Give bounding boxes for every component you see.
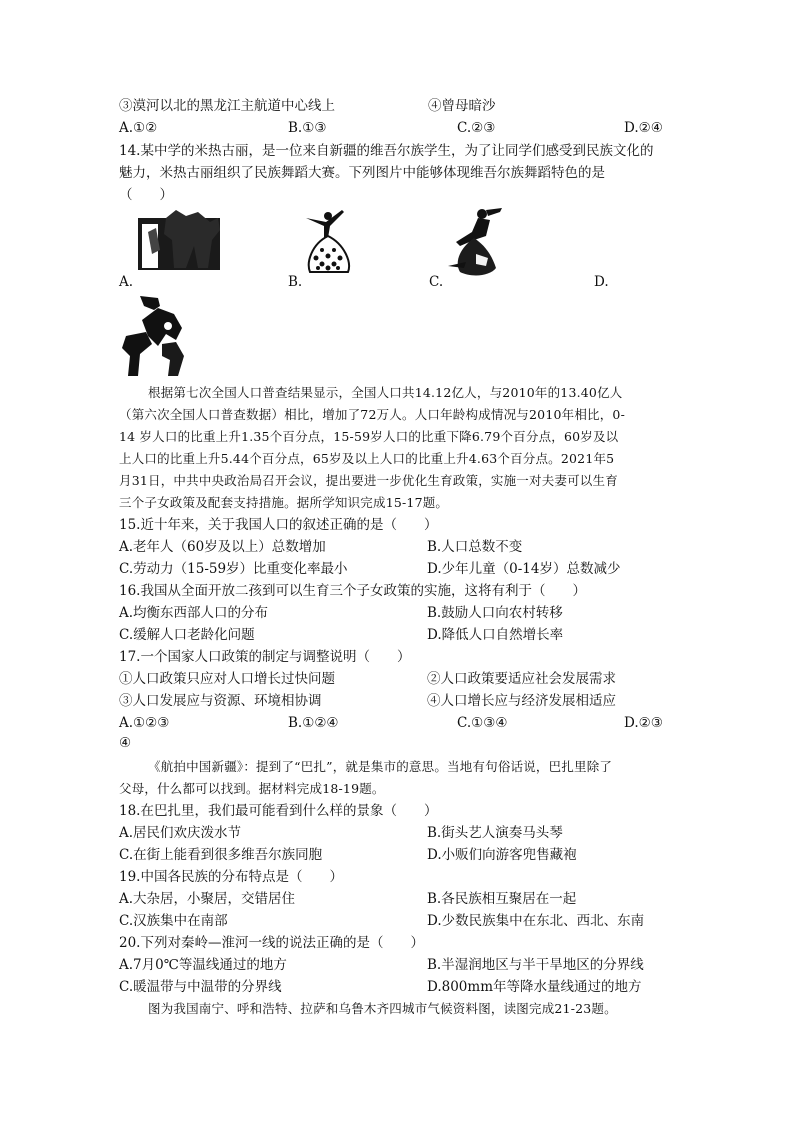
q16-option-c: C.缓解人口老龄化问题 (119, 627, 255, 643)
passage2-line-1: 《航拍中国新疆》：提到了“巴扎”，就是集市的意思。当地有句俗话说，巴扎里除了 (148, 759, 613, 774)
q18-stem: 18.在巴扎里，我们最可能看到什么样的景象（ ） (119, 803, 438, 819)
q19-option-d: D.少数民族集中在东北、西北、东南 (427, 913, 645, 929)
passage1-line-4: 上人口的比重上升5.44个百分点，65岁及以上人口的比重上升4.63个百分点。2021年5 (119, 451, 615, 466)
q17-item-1: ①人口政策只应对人口增长过快问题 (119, 671, 335, 687)
q13-option-b: B.①③ (288, 120, 327, 136)
q13-option-c: C.②③ (457, 120, 496, 136)
q13-option-a: A.①② (119, 120, 158, 136)
passage2-line-2: 父母，什么都可以找到。据材料完成18-19题。 (119, 781, 385, 796)
q16-option-b: B.鼓励人口向农村转移 (427, 605, 563, 621)
q19-stem: 19.中国各民族的分布特点是（ ） (119, 869, 343, 885)
q20-stem: 20.下列对秦岭—淮河一线的说法正确的是（ ） (119, 935, 424, 951)
q19-option-b: B.各民族相互聚居在一起 (427, 891, 577, 907)
q18-option-c: C.在街上能看到很多维吾尔族同胞 (119, 847, 323, 863)
q17-option-c: C.①③④ (457, 715, 508, 731)
q14-option-b: B. (288, 274, 303, 290)
dance-image-d (118, 296, 194, 378)
q14-option-d: D. (594, 274, 609, 290)
q14-option-c: C. (429, 274, 444, 290)
dance-image-a (138, 210, 220, 270)
dance-image-b (302, 208, 356, 274)
q20-option-b: B.半湿润地区与半干旱地区的分界线 (427, 957, 644, 973)
q15-option-b: B.人口总数不变 (427, 539, 523, 555)
q18-option-a: A.居民们欢庆泼水节 (119, 825, 242, 841)
q13-item-3: ③漠河以北的黑龙江主航道中心线上 (119, 98, 335, 114)
q17-stem: 17.一个国家人口政策的制定与调整说明（ ） (119, 649, 411, 665)
q14-stem-line-1: 14.某中学的米热古丽，是一位来自新疆的维吾尔族学生，为了让同学们感受到民族文化的 (119, 143, 654, 159)
q17-option-d: D.②③ (624, 715, 663, 731)
q17-item-3: ③人口发展应与资源、环境相协调 (119, 693, 322, 709)
q16-stem: 16.我国从全面开放二孩到可以生育三个子女政策的实施，这将有利于（ ） (119, 583, 586, 599)
q20-option-a: A.7月0℃等温线通过的地方 (119, 957, 287, 973)
q15-option-d: D.少年儿童（0-14岁）总数减少 (427, 561, 621, 577)
passage1-line-3: 14 岁人口的比重上升1.35个百分点，15-59岁人口的比重下降6.79个百分点，60岁及以 (119, 429, 619, 444)
q17-item-2: ②人口政策要适应社会发展需求 (427, 671, 616, 687)
passage1-line-5: 月31日，中共中央政治局召开会议，提出要进一步优化生育政策，实施一对夫妻可以生育 (119, 473, 618, 488)
q19-option-a: A.大杂居，小聚居，交错居住 (119, 891, 296, 907)
q13-option-d: D.②④ (624, 120, 663, 136)
q17-option-b: B.①②④ (288, 715, 339, 731)
q17-option-a: A.①②③ (119, 715, 170, 731)
passage1-line-2: （第六次全国人口普查数据）相比，增加了72万人。人口年龄构成情况与2010年相比，0- (119, 407, 625, 422)
q14-stem-line-3: （ ） (119, 187, 173, 203)
q16-option-a: A.均衡东西部人口的分布 (119, 605, 269, 621)
passage1-line-6: 三个子女政策及配套支持措施。据所学知识完成15-17题。 (119, 495, 449, 510)
q16-option-d: D.降低人口自然增长率 (427, 627, 564, 643)
q15-option-a: A.老年人（60岁及以上）总数增加 (119, 539, 326, 555)
q18-option-b: B.街头艺人演奏马头琴 (427, 825, 563, 841)
passage3-line: 图为我国南宁、呼和浩特、拉萨和乌鲁木齐四城市气候资料图，读图完成21-23题。 (148, 1001, 617, 1016)
q19-option-c: C.汉族集中在南部 (119, 913, 228, 929)
passage1-line-1: 根据第七次全国人口普查结果显示，全国人口共14.12亿人，与2010年的13.40亿人 (148, 385, 623, 400)
q17-item-4: ④人口增长应与经济发展相适应 (427, 693, 616, 709)
dance-image-c (446, 206, 502, 278)
q20-option-d: D.800mm年等降水量线通过的地方 (427, 979, 642, 995)
q13-item-4: ④曾母暗沙 (428, 98, 496, 114)
q14-option-a: A. (119, 274, 134, 290)
q15-stem: 15.近十年来，关于我国人口的叙述正确的是（ ） (119, 517, 438, 533)
q14-stem-line-2: 魅力，米热古丽组织了民族舞蹈大赛。下列图片中能够体现维吾尔族舞蹈特色的是 (119, 165, 605, 181)
q15-option-c: C.劳动力（15-59岁）比重变化率最小 (119, 561, 348, 577)
q20-option-c: C.暖温带与中温带的分界线 (119, 979, 282, 995)
q18-option-d: D.小贩们向游客兜售藏袍 (427, 847, 577, 863)
q17-option-d-wrap: ④ (119, 735, 132, 751)
